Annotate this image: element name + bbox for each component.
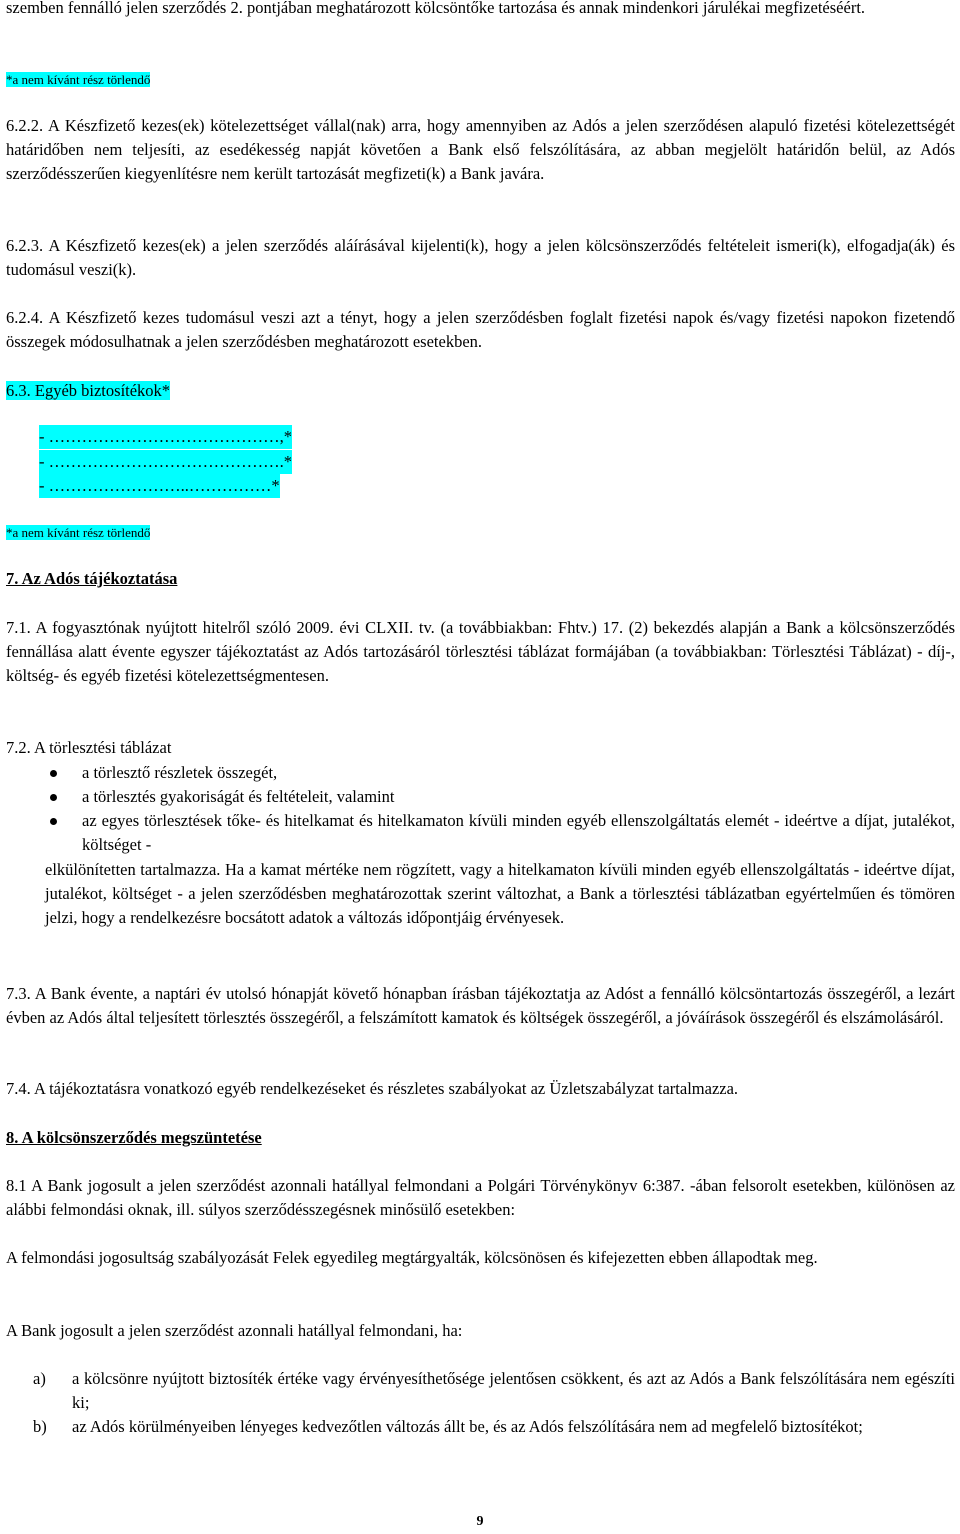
dash-item: - ……………………………………,* bbox=[39, 425, 292, 449]
paragraph-8-ha: A Bank jogosult a jelen szerződést azonnali hatállyal felmondani, ha: bbox=[6, 1321, 463, 1340]
bullet-icon bbox=[50, 818, 57, 825]
item-text: az Adós körülményeiben lényeges kedvezőtlen változás állt be, és az Adós felszólítására nem ad megfelelő biztosítékot; bbox=[72, 1417, 863, 1436]
paragraph-7-1: 7.1. A fogyasztónak nyújtott hitelről szóló 2009. évi CLXII. tv. (a továbbiakban: Fhtv.) 17. (2) bekezdés alapján a Bank a kölcsönszerződés fennállása alatt évente egyszer tájékoztatást az Adós tartozásáról törlesztési táblázat formájában (a továbbiakban: Törlesztési Táblázat) - díj-, költség- és egyéb fizetési kötelezettségmentesen. bbox=[6, 618, 955, 685]
paragraph-6-2-3: 6.2.3. A Készfizető kezes(ek) a jelen szerződés aláírásával kijelenti(k), hogy a jelen kölcsönszerződés feltételeit ismeri(k), elfogadja(ák) és tudomásul veszi(k). bbox=[6, 236, 955, 279]
deletion-note bbox=[6, 67, 955, 91]
page-number: 9 bbox=[476, 1514, 484, 1529]
item-label: a) bbox=[33, 1369, 46, 1388]
bullet-icon bbox=[50, 770, 57, 777]
deletion-note-text: *a nem kívánt rész törlendő bbox=[6, 525, 151, 540]
lettered-item-a bbox=[6, 1367, 955, 1415]
list-item bbox=[6, 785, 955, 809]
list-item bbox=[6, 761, 955, 785]
paragraph-7-3: 7.3. A Bank évente, a naptári év utolsó hónapját követő hónapban írásban tájékoztatja az Adóst a fennálló kölcsöntartozás összegéről, a lezárt évben az Adós által teljesített törlesztés összegéről, a felszámított kamatok és költségek összegéről, a jóváírások összegéről és elszámolásáról. bbox=[6, 984, 955, 1027]
dash-item: - ……………………..……………* bbox=[39, 474, 280, 498]
paragraph-6-2-2: 6.2.2. A Készfizető kezes(ek) kötelezettséget vállal(nak) arra, hogy amennyiben az Adós a jelen szerződésen alapuló fizetési kötelezettségét határidőben nem teljesíti, az esedékesség napját követően a Bank első felszólítására, az abban megjelölt határidőn belül, az Adós szerződésszerűen kiegyenlítésre nem került tartozását megfizeti(k) a Bank javára. bbox=[6, 116, 955, 183]
list-item-text: a törlesztő részletek összegét, bbox=[82, 763, 278, 782]
paragraph-7-2-rest: elkülönítetten tartalmazza. Ha a kamat mértéke nem rögzített, vagy a hitelkamaton kívüli minden egyéb ellenszolgáltatás - ideértve díjat, jutalékot, költséget - a jelen szerződésben meghatározottak szerint változhat, a Bank a törlesztési táblázatban egyértelműen és tömören jelzi, hogy a rendelkezésre bocsátott adatok a változás időpontjáig érvényesek. bbox=[45, 860, 955, 927]
deletion-note-text: *a nem kívánt rész törlendő bbox=[6, 72, 151, 87]
list-item-text: a törlesztés gyakoriságát és feltételeit, valamint bbox=[82, 787, 395, 806]
lettered-item-b bbox=[6, 1415, 955, 1439]
paragraph-6-2-4: 6.2.4. A Készfizető kezes tudomásul veszi azt a tényt, hogy a jelen szerződésben foglalt fizetési napok és/vagy fizetési napokon fizetendő összegek módosulhatnak a jelen szerződésben meghatározott esetekben. bbox=[6, 308, 955, 351]
deletion-note bbox=[6, 520, 955, 544]
heading-6-3-text: 6.3. Egyéb biztosítékok* bbox=[6, 381, 171, 400]
paragraph-8-felek: A felmondási jogosultság szabályozását Felek egyedileg megtárgyalták, kölcsönösen és kifejezetten ebben állapodtak meg. bbox=[6, 1248, 818, 1267]
item-text: a kölcsönre nyújtott biztosíték értéke vagy érvényesíthetősége jelentősen csökkent, és azt az Adós a Bank felszólítására nem egészíti ki; bbox=[72, 1369, 955, 1412]
item-label: b) bbox=[33, 1417, 47, 1436]
heading-8: 8. A kölcsönszerződés megszüntetése bbox=[6, 1128, 262, 1147]
heading-6-3 bbox=[6, 379, 955, 403]
paragraph-top: szemben fennálló jelen szerződés 2. pontjában meghatározott kölcsöntőke tartozása és annak mindenkori járulékai megfizetéséért. bbox=[6, 0, 866, 17]
list-item-text: az egyes törlesztések tőke- és hitelkamat és hitelkamaton kívüli minden egyéb ellenszolgáltatás elemét - ideértve a díjat, jutalékot, költséget - bbox=[82, 811, 955, 854]
list-item bbox=[6, 809, 955, 857]
heading-7: 7. Az Adós tájékoztatása bbox=[6, 569, 178, 588]
paragraph-8-1: 8.1 A Bank jogosult a jelen szerződést azonnali hatállyal felmondani a Polgári Törvénykönyv 6:387. -ában felsorolt esetekben, különösen az alábbi felmondási oknak, ill. súlyos szerződésszegésnek minősülő esetekben: bbox=[6, 1176, 955, 1219]
paragraph-7-2-intro: 7.2. A törlesztési táblázat bbox=[6, 738, 172, 757]
paragraph-7-4: 7.4. A tájékoztatásra vonatkozó egyéb rendelkezéseket és részletes szabályokat az Üzletszabályzat tartalmazza. bbox=[6, 1079, 739, 1098]
bullet-icon bbox=[50, 794, 57, 801]
bullet-list-7-2 bbox=[6, 761, 955, 857]
dash-item: - …………………………………….* bbox=[39, 450, 292, 474]
